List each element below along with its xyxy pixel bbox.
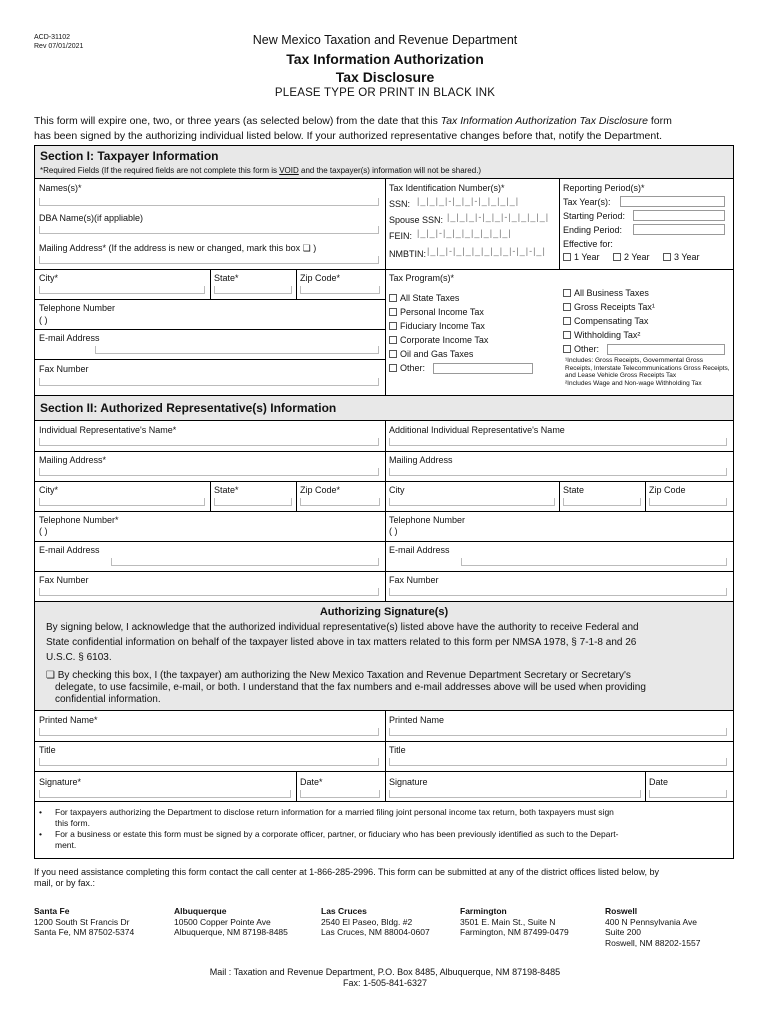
personal-income-tax-label: Personal Income Tax [400, 307, 484, 317]
divider [35, 541, 733, 542]
rep-state-field[interactable] [214, 498, 292, 506]
add-rep-mailing-label: Mailing Address [389, 455, 453, 465]
mailing-address: Mail : Taxation and Revenue Department, P.O. Box 8485, Albuquerque, NM 87198-8485 Fax: 1-505-841-6327 [209, 967, 561, 988]
all-business-taxes-label: All Business Taxes [574, 288, 649, 298]
form-subtitle: Tax Disclosure [335, 69, 435, 85]
rep-zip-field[interactable] [300, 498, 380, 506]
printed-name-2-label: Printed Name [389, 715, 445, 725]
fein-field[interactable]: |_|_|-|_|_|_|_|_|_|_| [417, 228, 512, 238]
signature-2-field[interactable] [389, 790, 641, 798]
title-field[interactable] [39, 758, 379, 766]
gross-receipts-tax-checkbox[interactable] [563, 303, 571, 311]
office-farmington: Farmington 3501 E. Main St., Suite N Farmington, NM 87499-0479 [460, 906, 569, 937]
divider [296, 481, 297, 511]
signature-label: Signature* [39, 777, 82, 787]
withholding-tax-checkbox[interactable] [563, 331, 571, 339]
one-year-checkbox[interactable] [563, 253, 571, 261]
divider [385, 711, 386, 801]
other-state-label: Other: [400, 363, 426, 373]
list-item: • For a business or estate this form must be signed by a corporate officer, partner, or fiduciary who has been previously identified as such to the Depart- ment. [39, 829, 619, 850]
footnote-1: ¹Includes: Gross Receipts, Governmental Gross Receipts, Interstate Telecommunications Gross Receipts, and Lease Vehicle Gross Receipts Tax [565, 357, 730, 379]
form-code: ACD-31102 Rev 07/01/2021 [34, 34, 84, 50]
all-state-taxes-checkbox[interactable] [389, 294, 397, 302]
divider [35, 451, 733, 452]
office-santa-fe: Santa Fe 1200 South St Francis Dr Santa Fe, NM 87502-5374 [34, 906, 135, 937]
signature-paragraph: By signing below, I acknowledge that the authorized individual representative(s) listed above have the authority to receive Federal and State confidential information on behalf of the taxpayer listed above in tax matters related to this form per NMSA 1978, § 7-1-8 and 26 U.S.C. § 6103. [46, 622, 639, 663]
add-rep-state-field[interactable] [563, 498, 641, 506]
signature-title: Authorizing Signature(s) [319, 606, 449, 618]
divider [35, 741, 733, 742]
add-rep-state-label: State [563, 485, 585, 495]
signature-statement [35, 601, 733, 711]
form-title: Tax Information Authorization [286, 51, 484, 67]
other-state-field[interactable] [433, 363, 533, 374]
rep-zip-label: Zip Code* [300, 485, 341, 495]
all-state-taxes-label: All State Taxes [400, 293, 460, 303]
city-label: City* [39, 273, 59, 283]
three-year-checkbox[interactable] [663, 253, 671, 261]
dba-label: DBA Name(s)(if appliable) [39, 213, 144, 223]
mailing-field[interactable] [39, 256, 379, 264]
other-state-checkbox[interactable] [389, 364, 397, 372]
add-rep-email-field[interactable] [461, 558, 727, 566]
rep-fax-label: Fax Number [39, 575, 89, 585]
phone-field[interactable]: ( ) [39, 315, 48, 325]
ssn-field[interactable]: |_|_|_|-|_|_|-|_|_|_|_| [417, 196, 520, 206]
rep-email-field[interactable] [111, 558, 379, 566]
ink-instruction: PLEASE TYPE OR PRINT IN BLACK INK [274, 87, 496, 99]
divider [35, 801, 733, 802]
starting-period-label: Starting Period: [563, 211, 626, 221]
rep-mailing-field[interactable] [39, 468, 379, 476]
other-business-field[interactable] [607, 344, 725, 355]
date-2-label: Date [649, 777, 669, 787]
divider [296, 269, 297, 299]
phone-label: Telephone Number [39, 303, 116, 313]
divider [559, 481, 560, 511]
nmbtin-field[interactable]: |_|_|-|_|_|_|_|_|_|-|_|-|_| [427, 246, 546, 256]
spouse-ssn-field[interactable]: |_|_|_|-|_|_|-|_|_|_|_| [447, 212, 550, 222]
other-business-checkbox[interactable] [563, 345, 571, 353]
withholding-tax-label: Withholding Tax² [574, 330, 641, 340]
fein-label: FEIN: [389, 231, 413, 241]
two-year-checkbox[interactable] [613, 253, 621, 261]
divider [35, 269, 733, 270]
agency-name: New Mexico Taxation and Revenue Department [252, 33, 518, 47]
rep-city-label: City* [39, 485, 59, 495]
fax-label: Fax Number [39, 364, 89, 374]
all-business-taxes-checkbox[interactable] [563, 289, 571, 297]
oil-gas-taxes-checkbox[interactable] [389, 350, 397, 358]
printed-name-field[interactable] [39, 728, 379, 736]
add-rep-name-field[interactable] [389, 438, 727, 446]
section-1-title: Section I: Taxpayer Information [40, 149, 219, 163]
add-rep-phone-label: Telephone Number [389, 515, 466, 525]
date-label: Date* [300, 777, 323, 787]
bullet-list [39, 807, 729, 851]
add-rep-email-label: E-mail Address [389, 545, 450, 555]
fiduciary-income-tax-checkbox[interactable] [389, 322, 397, 330]
intro-text: This form will expire one, two, or three years (as selected below) from the date that this Tax Information Authorization Tax Disclosure form has been signed by the authorizing individual listed below. If your authorized representative changes before that, notify the Department. [34, 115, 672, 142]
section-1-header [35, 146, 733, 179]
divider [35, 481, 733, 482]
list-item: • For taxpayers authorizing the Department to disclose return information for a married filing joint personal income tax return, both taxpayers must sign this form. [39, 807, 614, 828]
email-field[interactable] [95, 346, 379, 354]
office-roswell: Roswell 400 N Pennsylvania Ave Suite 200 Roswell, NM 88202-1557 [605, 906, 701, 948]
corporate-income-tax-label: Corporate Income Tax [400, 335, 489, 345]
add-rep-zip-label: Zip Code [649, 485, 686, 495]
add-rep-fax-field[interactable] [389, 588, 727, 596]
assistance-text: If you need assistance completing this form contact the call center at 1-866-285-2996. This form can be submitted at any of the district offices listed below, by mail, or by fax.: [34, 867, 659, 888]
nmbtin-label: NMBTIN: [389, 249, 426, 259]
dba-field[interactable] [39, 226, 379, 234]
personal-income-tax-checkbox[interactable] [389, 308, 397, 316]
tax-years-label: Tax Year(s): [563, 197, 611, 207]
rep-email-label: E-mail Address [39, 545, 100, 555]
title-2-label: Title [389, 745, 406, 755]
other-business-label: Other: [574, 344, 600, 354]
divider [210, 269, 211, 299]
rep-name-field[interactable] [39, 438, 379, 446]
divider [559, 179, 560, 269]
tin-label: Tax Identification Number(s)* [389, 183, 505, 193]
date-2-field[interactable] [649, 790, 727, 798]
spouse-ssn-label: Spouse SSN: [389, 215, 444, 225]
office-albuquerque: Albuquerque 10500 Copper Pointe Ave Albuquerque, NM 87198-8485 [174, 906, 288, 937]
ending-period-field[interactable] [633, 224, 725, 235]
divider [35, 299, 385, 300]
one-year-label: 1 Year [574, 252, 600, 262]
zip-label: Zip Code* [300, 273, 341, 283]
rep-fax-field[interactable] [39, 588, 379, 596]
fax-field[interactable] [39, 378, 379, 386]
divider [645, 481, 646, 511]
rep-mailing-label: Mailing Address* [39, 455, 107, 465]
ending-period-label: Ending Period: [563, 225, 623, 235]
rep-city-field[interactable] [39, 498, 205, 506]
footnote-2: ²Includes Wage and Non-wage Withholding Tax [565, 380, 702, 387]
printed-name-label: Printed Name* [39, 715, 98, 725]
add-rep-city-label: City [389, 485, 405, 495]
add-rep-city-field[interactable] [389, 498, 555, 506]
email-label: E-mail Address [39, 333, 100, 343]
signature-field[interactable] [39, 790, 291, 798]
compensating-tax-label: Compensating Tax [574, 316, 649, 326]
title-2-field[interactable] [389, 758, 727, 766]
three-year-label: 3 Year [674, 252, 700, 262]
rep-phone-field[interactable]: ( ) [39, 526, 48, 536]
starting-period-field[interactable] [633, 210, 725, 221]
required-note: *Required Fields (If the required fields are not complete this form is VOID and the taxpayer(s) information will not be shared.) [40, 166, 482, 175]
compensating-tax-checkbox[interactable] [563, 317, 571, 325]
divider [35, 771, 733, 772]
two-year-label: 2 Year [624, 252, 650, 262]
tax-years-field[interactable] [620, 196, 725, 207]
add-rep-fax-label: Fax Number [389, 575, 439, 585]
state-field[interactable] [214, 286, 292, 294]
rep-phone-label: Telephone Number* [39, 515, 119, 525]
state-label: State* [214, 273, 239, 283]
signature-2-label: Signature [389, 777, 428, 787]
ssn-label: SSN: [389, 199, 411, 209]
divider [296, 771, 297, 801]
names-field[interactable] [39, 198, 379, 206]
divider [645, 771, 646, 801]
divider [35, 511, 733, 512]
rep-state-label: State* [214, 485, 239, 495]
add-rep-mailing-field[interactable] [389, 468, 727, 476]
tax-programs-label: Tax Program(s)* [389, 273, 455, 283]
city-field[interactable] [39, 286, 205, 294]
fax-email-consent[interactable]: ❏ By checking this box, I (the taxpayer) am authorizing the New Mexico Taxation and Revenue Department Secretary or Secretary's delegate, to use facsimile, e-mail, or both. I understand that the fax numbers and e-mail addresses above will be used when providing confidential information. [46, 670, 646, 705]
reporting-label: Reporting Period(s)* [563, 183, 645, 193]
zip-field[interactable] [300, 286, 380, 294]
divider [35, 571, 733, 572]
title-label: Title [39, 745, 56, 755]
divider [385, 179, 386, 395]
fiduciary-income-tax-label: Fiduciary Income Tax [400, 321, 485, 331]
add-rep-name-label: Additional Individual Representative's Name [389, 425, 565, 435]
section-2-header [35, 395, 733, 421]
mailing-label: Mailing Address* (If the address is new or changed, mark this box ❏ ) [39, 243, 317, 253]
add-rep-zip-field[interactable] [649, 498, 727, 506]
date-field[interactable] [300, 790, 380, 798]
corporate-income-tax-checkbox[interactable] [389, 336, 397, 344]
divider [35, 329, 385, 330]
oil-gas-taxes-label: Oil and Gas Taxes [400, 349, 474, 359]
office-las-cruces: Las Cruces 2540 El Paseo, Bldg. #2 Las Cruces, NM 88004-0607 [321, 906, 430, 937]
divider [35, 359, 385, 360]
printed-name-2-field[interactable] [389, 728, 727, 736]
names-label: Names(s)* [39, 183, 82, 193]
form-body [34, 145, 734, 859]
effective-label: Effective for: [563, 239, 613, 249]
rep-name-label: Individual Representative's Name* [39, 425, 177, 435]
divider [210, 481, 211, 511]
add-rep-phone-field[interactable]: ( ) [389, 526, 398, 536]
section-2-title: Section II: Authorized Representative(s) Information [40, 401, 337, 415]
gross-receipts-tax-label: Gross Receipts Tax¹ [574, 302, 655, 312]
